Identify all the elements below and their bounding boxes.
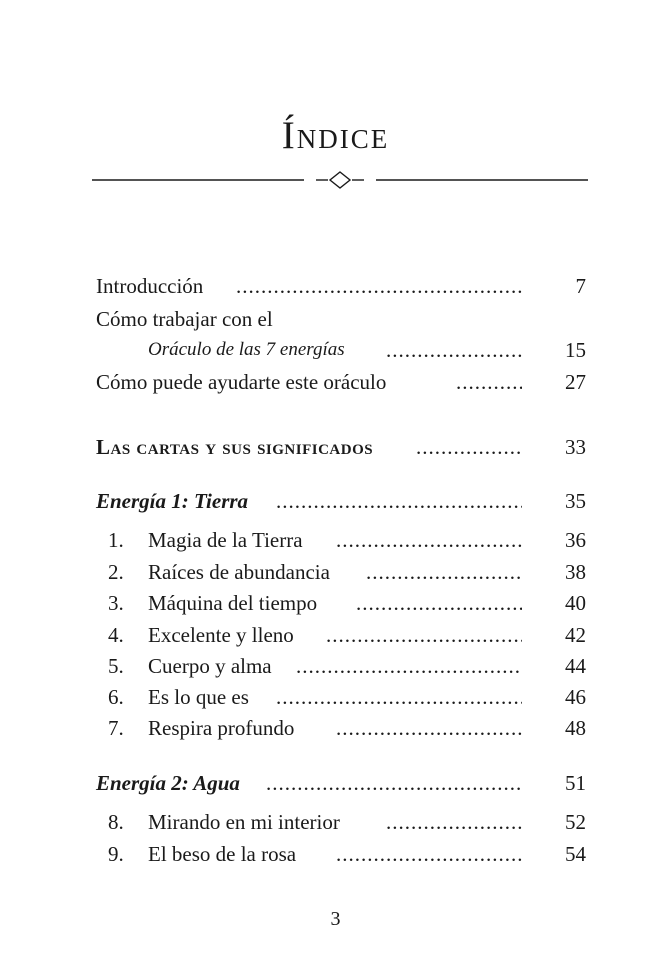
toc-item-number: 3. bbox=[108, 591, 124, 615]
toc-entry-como-puede-ayudarte[interactable] bbox=[96, 367, 586, 397]
toc-entry-las-cartas[interactable] bbox=[96, 432, 586, 462]
toc-label: Máquina del tiempo bbox=[148, 588, 323, 618]
page-number: 3 bbox=[330, 908, 341, 930]
toc-section-label: Energía 1: Tierra bbox=[96, 486, 254, 516]
toc-item-number: 1. bbox=[108, 528, 124, 552]
toc-entry-oraculo[interactable] bbox=[96, 335, 586, 365]
toc-label: Excelente y lleno bbox=[148, 620, 300, 650]
toc-entry-card-5[interactable] bbox=[96, 651, 586, 681]
page-title: Índice bbox=[281, 114, 390, 157]
toc-entry-card-8[interactable] bbox=[96, 807, 586, 837]
toc-item-number: 5. bbox=[108, 654, 124, 678]
toc-page-number: 27 bbox=[565, 370, 586, 394]
toc-entry-card-3[interactable] bbox=[96, 588, 586, 618]
toc-label: Cómo puede ayudarte este oráculo bbox=[96, 367, 392, 397]
title-ornament-divider bbox=[92, 166, 588, 194]
toc-entry-card-9[interactable] bbox=[96, 839, 586, 869]
toc-section-label: Las cartas y sus significados bbox=[96, 432, 379, 462]
toc-entry-como-trabajar[interactable] bbox=[96, 304, 586, 334]
toc-page-number: 51 bbox=[565, 771, 586, 795]
toc-entry-card-7[interactable] bbox=[96, 713, 586, 743]
toc-label: Cómo trabajar con el bbox=[96, 304, 279, 334]
toc-item-number: 2. bbox=[108, 560, 124, 584]
toc-page-number: 33 bbox=[565, 435, 586, 459]
toc-item-number: 8. bbox=[108, 810, 124, 834]
toc-entry-card-4[interactable] bbox=[96, 620, 586, 650]
toc-section-label: Energía 2: Agua bbox=[96, 768, 246, 798]
diamond-icon bbox=[330, 172, 350, 188]
toc-page-number: 7 bbox=[575, 274, 586, 298]
toc-label: Respira profundo bbox=[148, 713, 300, 743]
toc-page-number: 48 bbox=[565, 716, 586, 740]
toc-item-number: 7. bbox=[108, 716, 124, 740]
toc-page-number: 42 bbox=[565, 623, 586, 647]
toc-page-number: 35 bbox=[565, 489, 586, 513]
toc-page-number: 44 bbox=[565, 654, 586, 678]
toc-entry-energia-1[interactable] bbox=[96, 486, 586, 516]
toc-label: Mirando en mi interior bbox=[148, 807, 346, 837]
toc-label: Magia de la Tierra bbox=[148, 525, 309, 555]
toc-label: El beso de la rosa bbox=[148, 839, 302, 869]
toc-entry-energia-2[interactable] bbox=[96, 768, 586, 798]
toc-label: Oráculo de las 7 energías bbox=[148, 335, 351, 365]
toc-entry-introduccion[interactable] bbox=[96, 271, 586, 301]
toc-page-number: 38 bbox=[565, 560, 586, 584]
toc-page-number: 46 bbox=[565, 685, 586, 709]
toc-label: Introducción bbox=[96, 271, 209, 301]
toc-entry-card-6[interactable] bbox=[96, 682, 586, 712]
toc-page-number: 54 bbox=[565, 842, 586, 866]
toc-item-number: 9. bbox=[108, 842, 124, 866]
toc-label: Es lo que es bbox=[148, 682, 255, 712]
toc-item-number: 6. bbox=[108, 685, 124, 709]
toc-label: Cuerpo y alma bbox=[148, 651, 278, 681]
toc-label: Raíces de abundancia bbox=[148, 557, 336, 587]
toc-page-number: 15 bbox=[565, 338, 586, 362]
toc-page-number: 36 bbox=[565, 528, 586, 552]
toc-entry-card-2[interactable] bbox=[96, 557, 586, 587]
toc-item-number: 4. bbox=[108, 623, 124, 647]
toc-page-number: 52 bbox=[565, 810, 586, 834]
toc-entry-card-1[interactable] bbox=[96, 525, 586, 555]
toc-page-number: 40 bbox=[565, 591, 586, 615]
